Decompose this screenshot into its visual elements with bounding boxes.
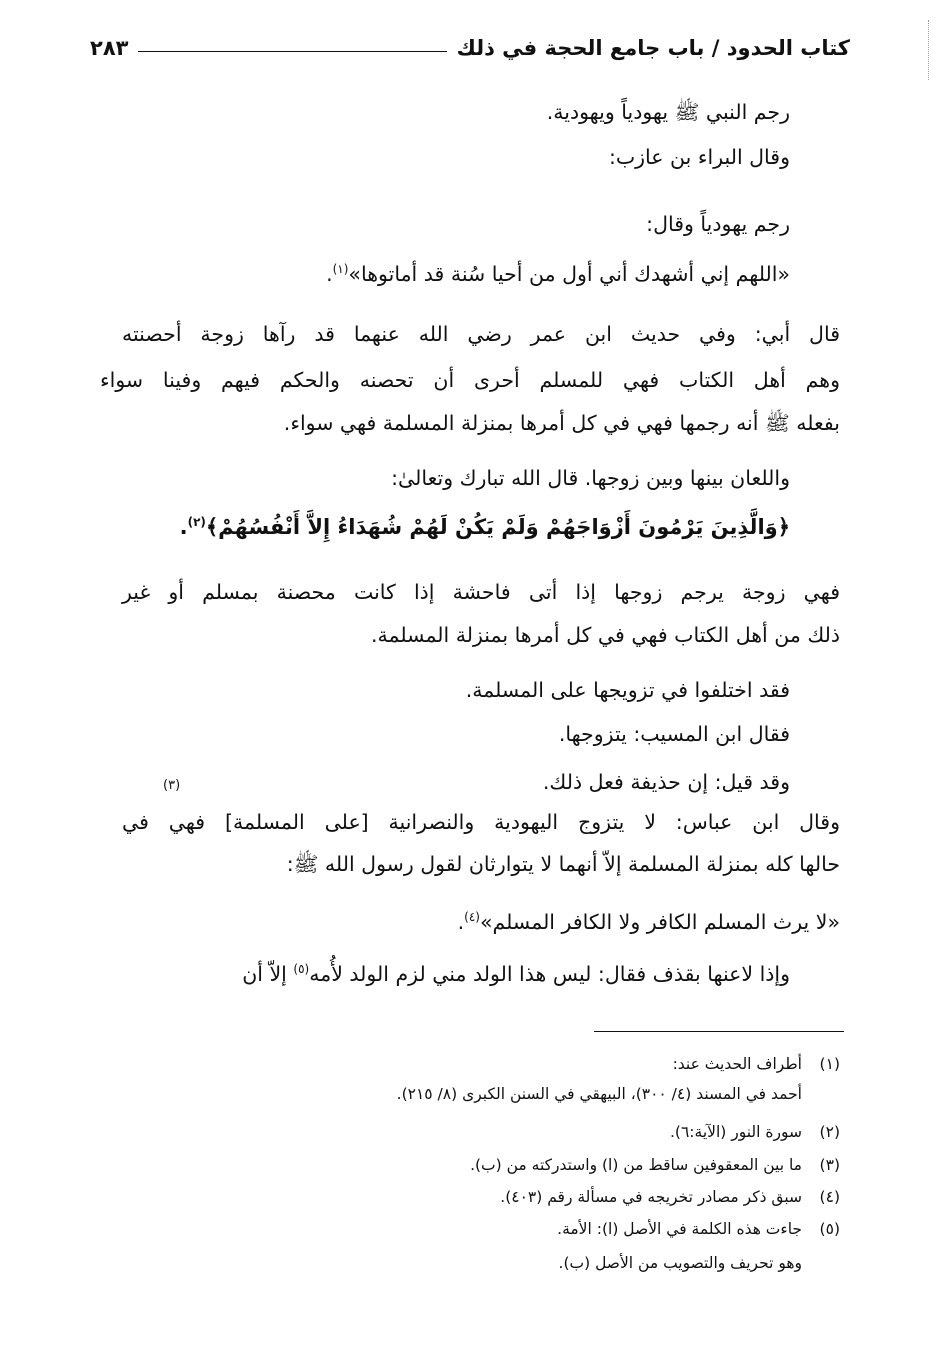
text-line: ذلك من أهل الكتاب فهي في كل أمرها بمنزلة المسلمة. <box>371 623 840 647</box>
text-line: فقال ابن المسيب: يتزوجها. <box>558 722 790 746</box>
footnote-ref: (١) <box>332 262 349 277</box>
quran-verse <box>180 515 790 539</box>
footnote-item <box>500 1188 840 1206</box>
punctuation: . <box>326 262 333 286</box>
text-line: حالها كله بمنزلة المسلمة إلاّ أنهما لا يتوارثان لقول رسول الله ﷺ: <box>286 852 840 876</box>
text-line: وقال ابن عباس: لا يتزوج اليهودية والنصرانية [على المسلمة] فهي في <box>122 810 840 834</box>
footnote-text: ما بين المعقوفين ساقط من (ا) واستدركته من (ب). <box>470 1156 802 1174</box>
text-line: وقال البراء بن عازب: <box>608 145 790 169</box>
verse-text: ﴿وَالَّذِينَ يَرْمُونَ أَزْوَاجَهُمْ وَلَمْ يَكُنْ لَهُمْ شُهَدَاءُ إِلاَّ أَنْفُسُهُمْ﴾ <box>205 515 790 539</box>
text-line: وقد قيل: إن حذيفة فعل ذلك. <box>542 770 790 794</box>
footnote-continuation: أحمد في المسند (٤/ ٣٠٠)، البيهقي في السنن الكبرى (٨/ ٢١٥). <box>396 1085 802 1103</box>
footnote-text: سورة النور (الآية:٦). <box>669 1123 802 1141</box>
scan-margin-mark <box>928 20 931 80</box>
header-rule <box>138 51 446 52</box>
text-line: بفعله ﷺ أنه رجمها فهي في كل أمرها بمنزلة المسلمة فهي سواء. <box>283 411 840 435</box>
footnote-number: (٢) <box>819 1123 840 1141</box>
hadith-text: «اللهم إني أشهدك أني أول من أحيا سُنة قد أماتوها» <box>348 262 790 286</box>
text-line: رجم النبي ﷺ يهودياً ويهودية. <box>546 100 790 124</box>
footnote-ref: (٤) <box>464 910 480 925</box>
text-line: رجم يهودياً وقال: <box>646 212 790 236</box>
footnote-ref: (٢) <box>187 515 206 529</box>
text-line: فقد اختلفوا في تزويجها على المسلمة. <box>465 678 790 702</box>
footnote-number: (٤) <box>819 1188 840 1206</box>
hadith-quote <box>458 910 840 934</box>
footnote-marker: (٣) <box>163 778 181 793</box>
footnote-number: (٣) <box>819 1156 840 1174</box>
footnote-item <box>673 1055 840 1073</box>
footnote-item <box>557 1220 840 1238</box>
footnote-text: جاءت هذه الكلمة في الأصل (ا): الأمة. <box>557 1220 802 1238</box>
footnote-continuation: وهو تحريف والتصويب من الأصل (ب). <box>558 1254 802 1272</box>
text-line: فهي زوجة يرجم زوجها إذا أتى فاحشة إذا كانت محصنة بمسلم أو غير <box>122 580 840 604</box>
punctuation: . <box>179 515 188 539</box>
running-header <box>90 28 850 68</box>
text-line: وهم أهل الكتاب فهي للمسلم أحرى أن تحصنه والحكم فيهم وفينا سواء <box>100 368 840 392</box>
punctuation: . <box>457 910 465 934</box>
text-line <box>242 962 790 986</box>
footnote-item <box>470 1156 840 1174</box>
hadith-quote <box>326 262 790 286</box>
footnote-text: سبق ذكر مصادر تخريجه في مسألة رقم (٤٠٣). <box>500 1188 802 1206</box>
footnote-item <box>670 1123 840 1141</box>
text-line: قال أبي: وفي حديث ابن عمر رضي الله عنهما قد رآها زوجة أحصنته <box>122 322 840 346</box>
footnote-ref: (٥) <box>293 962 310 977</box>
header-title: كتاب الحدود / باب جامع الحجة في ذلك <box>456 36 850 60</box>
footnote-number: (٥) <box>819 1220 840 1238</box>
footnote-text: أطراف الحديث عند: <box>672 1055 802 1073</box>
text-line: واللعان بينها وبين زوجها. قال الله تبارك وتعالىٰ: <box>391 466 790 490</box>
text-segment: إلاّ أن <box>242 962 294 986</box>
hadith-text: «لا يرث المسلم الكافر ولا الكافر المسلم» <box>479 910 840 934</box>
page-number: ٢٨٣ <box>90 36 129 60</box>
text-segment: وإذا لاعنها بقذف فقال: ليس هذا الولد مني لزم الولد لأُمه <box>309 962 790 986</box>
footnote-number: (١) <box>819 1055 840 1073</box>
footnote-rule <box>594 1031 844 1032</box>
